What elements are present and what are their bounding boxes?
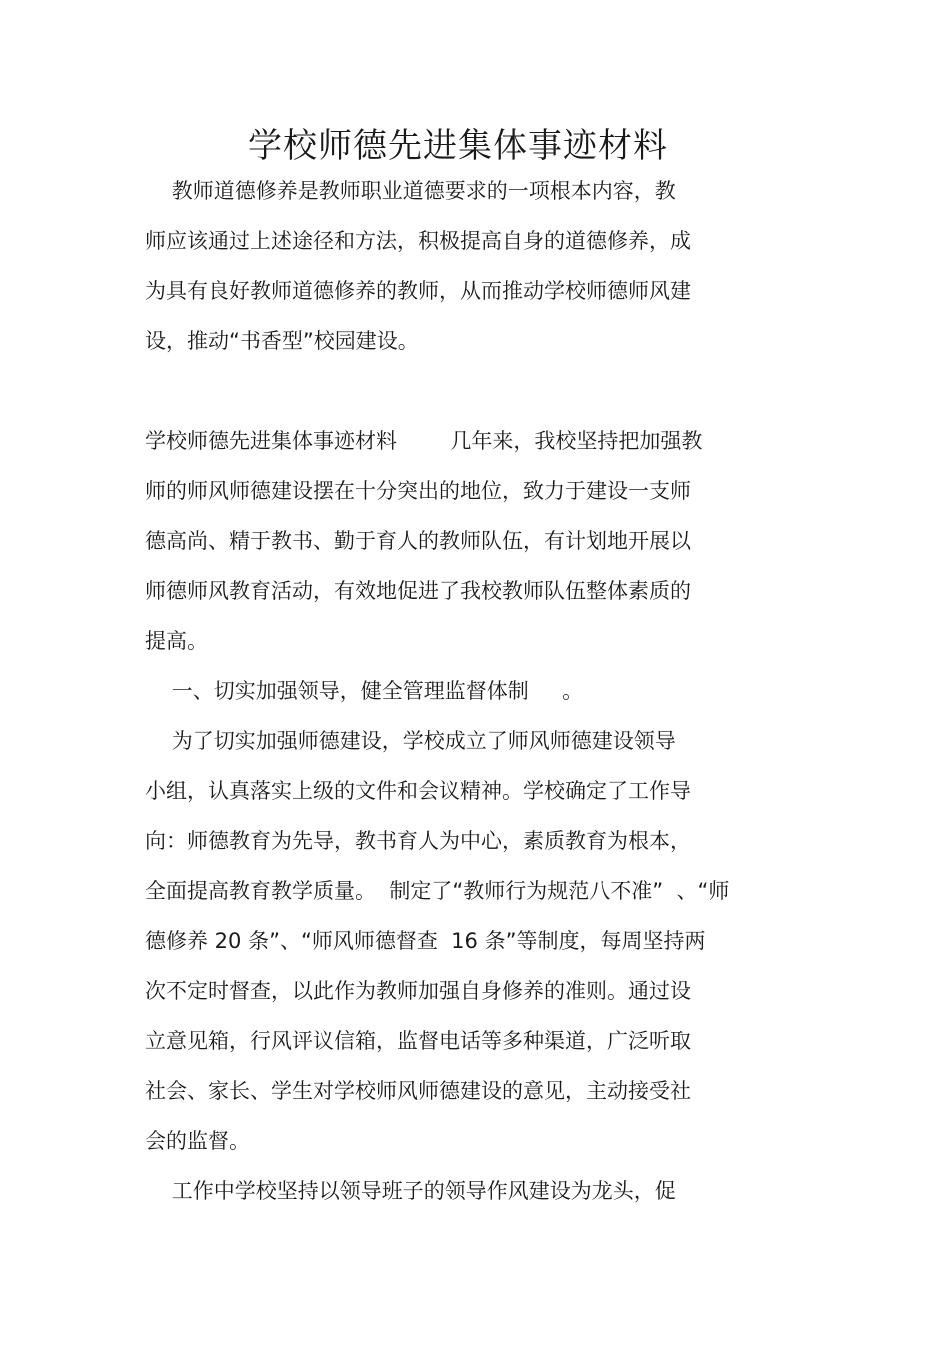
paragraph-line: 向：师德教育为先导，教书育人为中心，素质教育为根本， — [145, 829, 691, 853]
paragraph-line: 次不定时督查，以此作为教师加强自身修养的准则。通过设 — [145, 979, 691, 1003]
paragraph-line: 设，推动“书香型”校园建设。 — [145, 329, 419, 353]
paragraph-line: 社会、家长、学生对学校师风师德建设的意见，主动接受社 — [145, 1079, 691, 1103]
paragraph-line: 全面提高教育教学质量。 制定了“教师行为规范八不准” 、“师 — [145, 879, 730, 903]
paragraph-line: 为具有良好教师道德修养的教师，从而推动学校师德师风建 — [145, 279, 691, 303]
paragraph-line: 为了切实加强师德建设，学校成立了师风师德建设领导 — [145, 729, 676, 753]
paragraph-line: 会的监督。 — [145, 1129, 250, 1153]
paragraph-line: 师的师风师德建设摆在十分突出的地位，致力于建设一支师 — [145, 479, 691, 503]
paragraph-line: 师应该通过上述途径和方法，积极提高自身的道德修养，成 — [145, 229, 691, 253]
document-title: 学校师德先进集体事迹材料 — [248, 126, 668, 166]
paragraph-line: 工作中学校坚持以领导班子的领导作风建设为龙头，促 — [145, 1179, 676, 1203]
paragraph-line: 提高。 — [145, 629, 208, 653]
paragraph-line: 教师道德修养是教师职业道德要求的一项根本内容，教 — [145, 179, 676, 203]
paragraph-line: 师德师风教育活动，有效地促进了我校教师队伍整体素质的 — [145, 579, 691, 603]
section-heading: 一、切实加强领导，健全管理监督体制 。 — [145, 679, 584, 703]
paragraph-line: 德高尚、精于教书、勤于育人的教师队伍，有计划地开展以 — [145, 529, 691, 553]
paragraph-line: 小组，认真落实上级的文件和会议精神。学校确定了工作导 — [145, 779, 691, 803]
paragraph-line: 德修养 20 条”、“师风师德督查 16 条”等制度，每周坚持两 — [145, 929, 706, 953]
paragraph-line: 学校师德先进集体事迹材料 几年来，我校坚持把加强教 — [145, 429, 703, 453]
paragraph-line: 立意见箱，行风评议信箱，监督电话等多种渠道，广泛听取 — [145, 1029, 691, 1053]
